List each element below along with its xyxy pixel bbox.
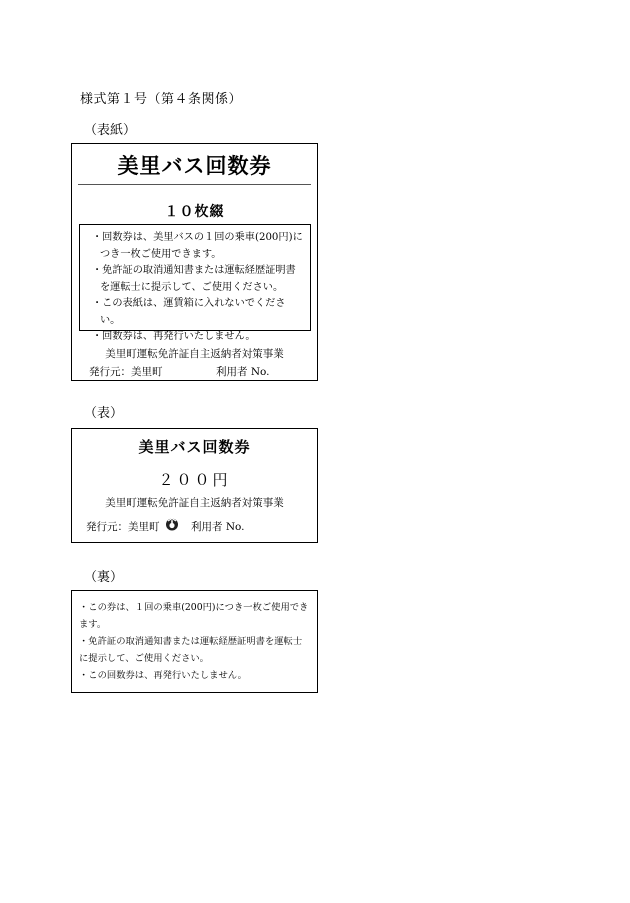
front-issuer: 発行元：美里町 bbox=[86, 521, 160, 533]
cover-issuer: 発行元：美里町 bbox=[89, 366, 163, 378]
front-ticket bbox=[71, 428, 318, 543]
cover-note: ・回数券は、再発行いたしません。 bbox=[92, 331, 256, 342]
front-user-no: 利用者 No. bbox=[191, 521, 245, 533]
front-section-label: （表） bbox=[84, 406, 124, 421]
cover-notes-box bbox=[79, 224, 311, 342]
town-emblem-icon bbox=[165, 517, 179, 531]
cover-note: ・この表紙は、運賃箱に入れないでください。 bbox=[92, 298, 286, 326]
back-note: ・この券は、１回の乗車(200円)につき一枚ご使用できます。 bbox=[79, 602, 309, 630]
front-organization: 美里町運転免許証自主返納者対策事業 bbox=[105, 497, 284, 509]
form-title: 様式第１号（第４条関係） bbox=[80, 92, 243, 107]
cover-count: １０枚綴 bbox=[164, 204, 225, 220]
back-note: ・免許証の取消通知書または運転経歴証明書を運転士に提示して、ご使用ください。 bbox=[79, 636, 303, 664]
cover-note: ・免許証の取消通知書または運転経歴証明書を運転士に提示して、ご使用ください。 bbox=[92, 265, 296, 293]
cover-ticket bbox=[71, 143, 318, 381]
cover-user-no: 利用者 No. bbox=[216, 366, 270, 378]
cover-section-label: （表紙） bbox=[84, 123, 137, 138]
cover-note: ・回数券は、美里バスの１回の乗車(200円)につき一枚ご使用できます。 bbox=[92, 232, 303, 260]
cover-divider bbox=[78, 184, 311, 185]
cover-title: 美里バス回数券 bbox=[117, 153, 272, 178]
back-ticket bbox=[71, 590, 318, 693]
front-price: ２００円 bbox=[158, 471, 231, 489]
cover-organization: 美里町運転免許証自主返納者対策事業 bbox=[105, 348, 284, 360]
back-section-label: （裏） bbox=[84, 570, 124, 585]
back-note: ・この回数券は、再発行いたしません。 bbox=[79, 670, 247, 681]
front-title: 美里バス回数券 bbox=[138, 438, 251, 456]
